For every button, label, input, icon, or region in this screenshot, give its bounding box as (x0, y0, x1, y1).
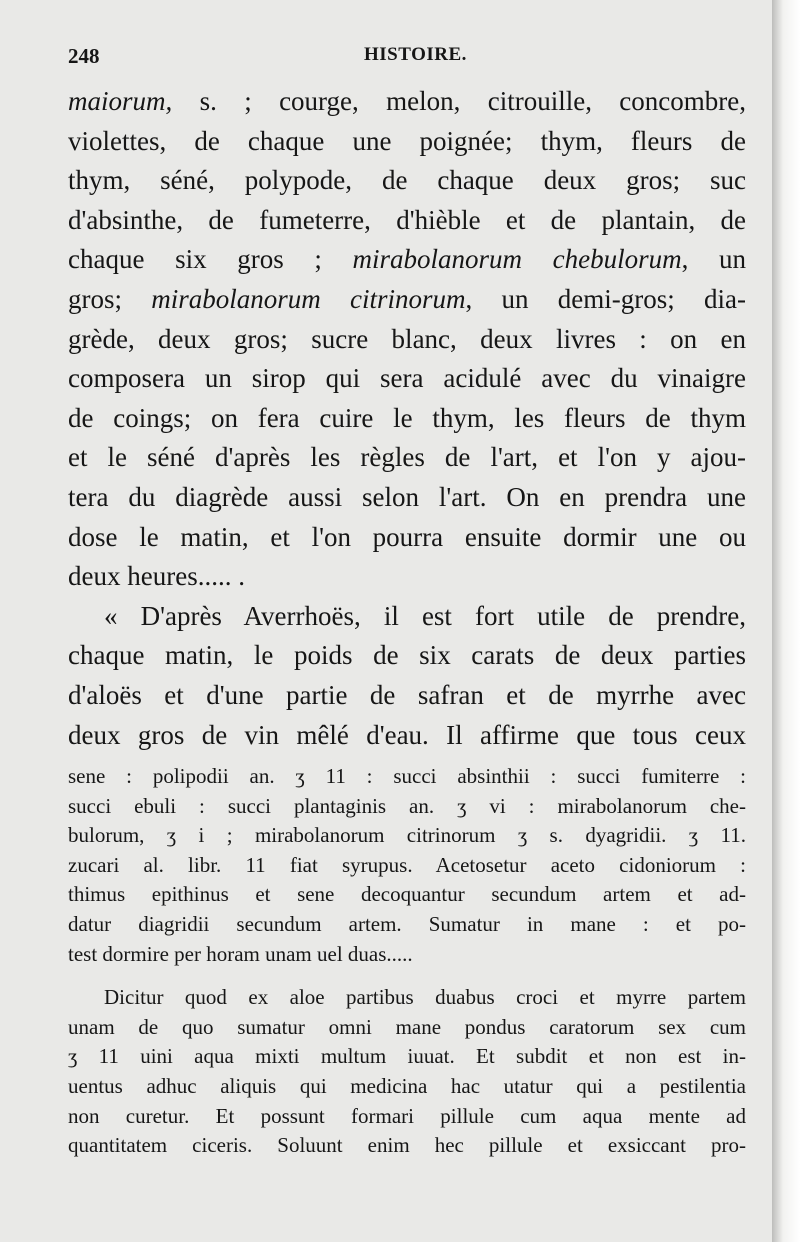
note-line: zucari al. libr. 11 fiat syrupus. Acetosetur aceto cidoniorum : (68, 852, 746, 877)
text-line: de coings; on fera cuire le thym, les fleurs de thym (68, 402, 746, 433)
text-line: maiorum, s. ; courge, melon, citrouille, concombre, (68, 86, 746, 116)
note-line: succi ebuli : succi plantaginis an. ʒ vi : mirabolanorum che- (68, 793, 746, 818)
text-line: gros; mirabolanorum citrinorum, un demi-gros; dia- (68, 283, 746, 314)
note-line: non curetur. Et possunt formari pillule cum aqua mente ad (68, 1103, 746, 1128)
text-line: et le séné d'après les règles de l'art, et l'on y ajou- (68, 442, 746, 473)
text-line: deux heures..... . (68, 561, 245, 592)
page-number: 248 (68, 44, 100, 68)
page-edge (772, 0, 800, 1242)
text-line: « D'après Averrhoës, il est fort utile de prendre, (104, 600, 746, 631)
text-line: chaque matin, le poids de six carats de deux parties (68, 640, 746, 671)
paragraph-gap (68, 969, 746, 983)
note-line: unam de quo sumatur omni mane pondus caratorum sex cum (68, 1014, 746, 1039)
text-line: tera du diagrède aussi selon l'art. On en prendra une (68, 481, 746, 512)
text-line: dose le matin, et l'on pourra ensuite dormir une ou (68, 521, 746, 552)
text-line: d'absinthe, de fumeterre, d'hièble et de plantain, de (68, 204, 746, 235)
note-line: thimus epithinus et sene decoquantur secundum artem et ad- (68, 882, 746, 907)
text-line: chaque six gros ; mirabolanorum chebulorum, un (68, 244, 746, 275)
running-title: HISTOIRE. (364, 44, 467, 65)
text-line: d'aloës et d'une partie de safran et de myrrhe avec (68, 679, 746, 710)
latin-notes (68, 762, 746, 1161)
note-line: ʒ 11 uini aqua mixti multum iuuat. Et subdit et non est in- (68, 1044, 746, 1069)
text-line: composera un sirop qui sera acidulé avec du vinaigre (68, 363, 746, 394)
note-line: Dicitur quod ex aloe partibus duabus croci et myrre partem (104, 985, 746, 1010)
text-line: violettes, de chaque une poignée; thym, fleurs de (68, 125, 746, 156)
note-line: quantitatem ciceris. Soluunt enim hec pillule et exsiccant pro- (68, 1133, 746, 1158)
page-header (68, 44, 748, 74)
note-line: test dormire per horam unam uel duas..... (68, 941, 413, 966)
note-line: sene : polipodii an. ʒ 11 : succi absinthii : succi fumiterre : (68, 764, 746, 788)
text-line: grède, deux gros; sucre blanc, deux livres : on en (68, 323, 746, 354)
note-line: uentus adhuc aliquis qui medicina hac utatur qui a pestilentia (68, 1073, 746, 1098)
main-text (68, 82, 746, 755)
text-line: thym, séné, polypode, de chaque deux gros; suc (68, 165, 746, 196)
text-line: deux gros de vin mêlé d'eau. Il affirme que tous ceux (68, 719, 746, 750)
note-line: datur diagridii secundum artem. Sumatur in mane : et po- (68, 911, 746, 936)
note-line: bulorum, ʒ i ; mirabolanorum citrinorum ʒ s. dyagridii. ʒ 11. (68, 823, 746, 848)
